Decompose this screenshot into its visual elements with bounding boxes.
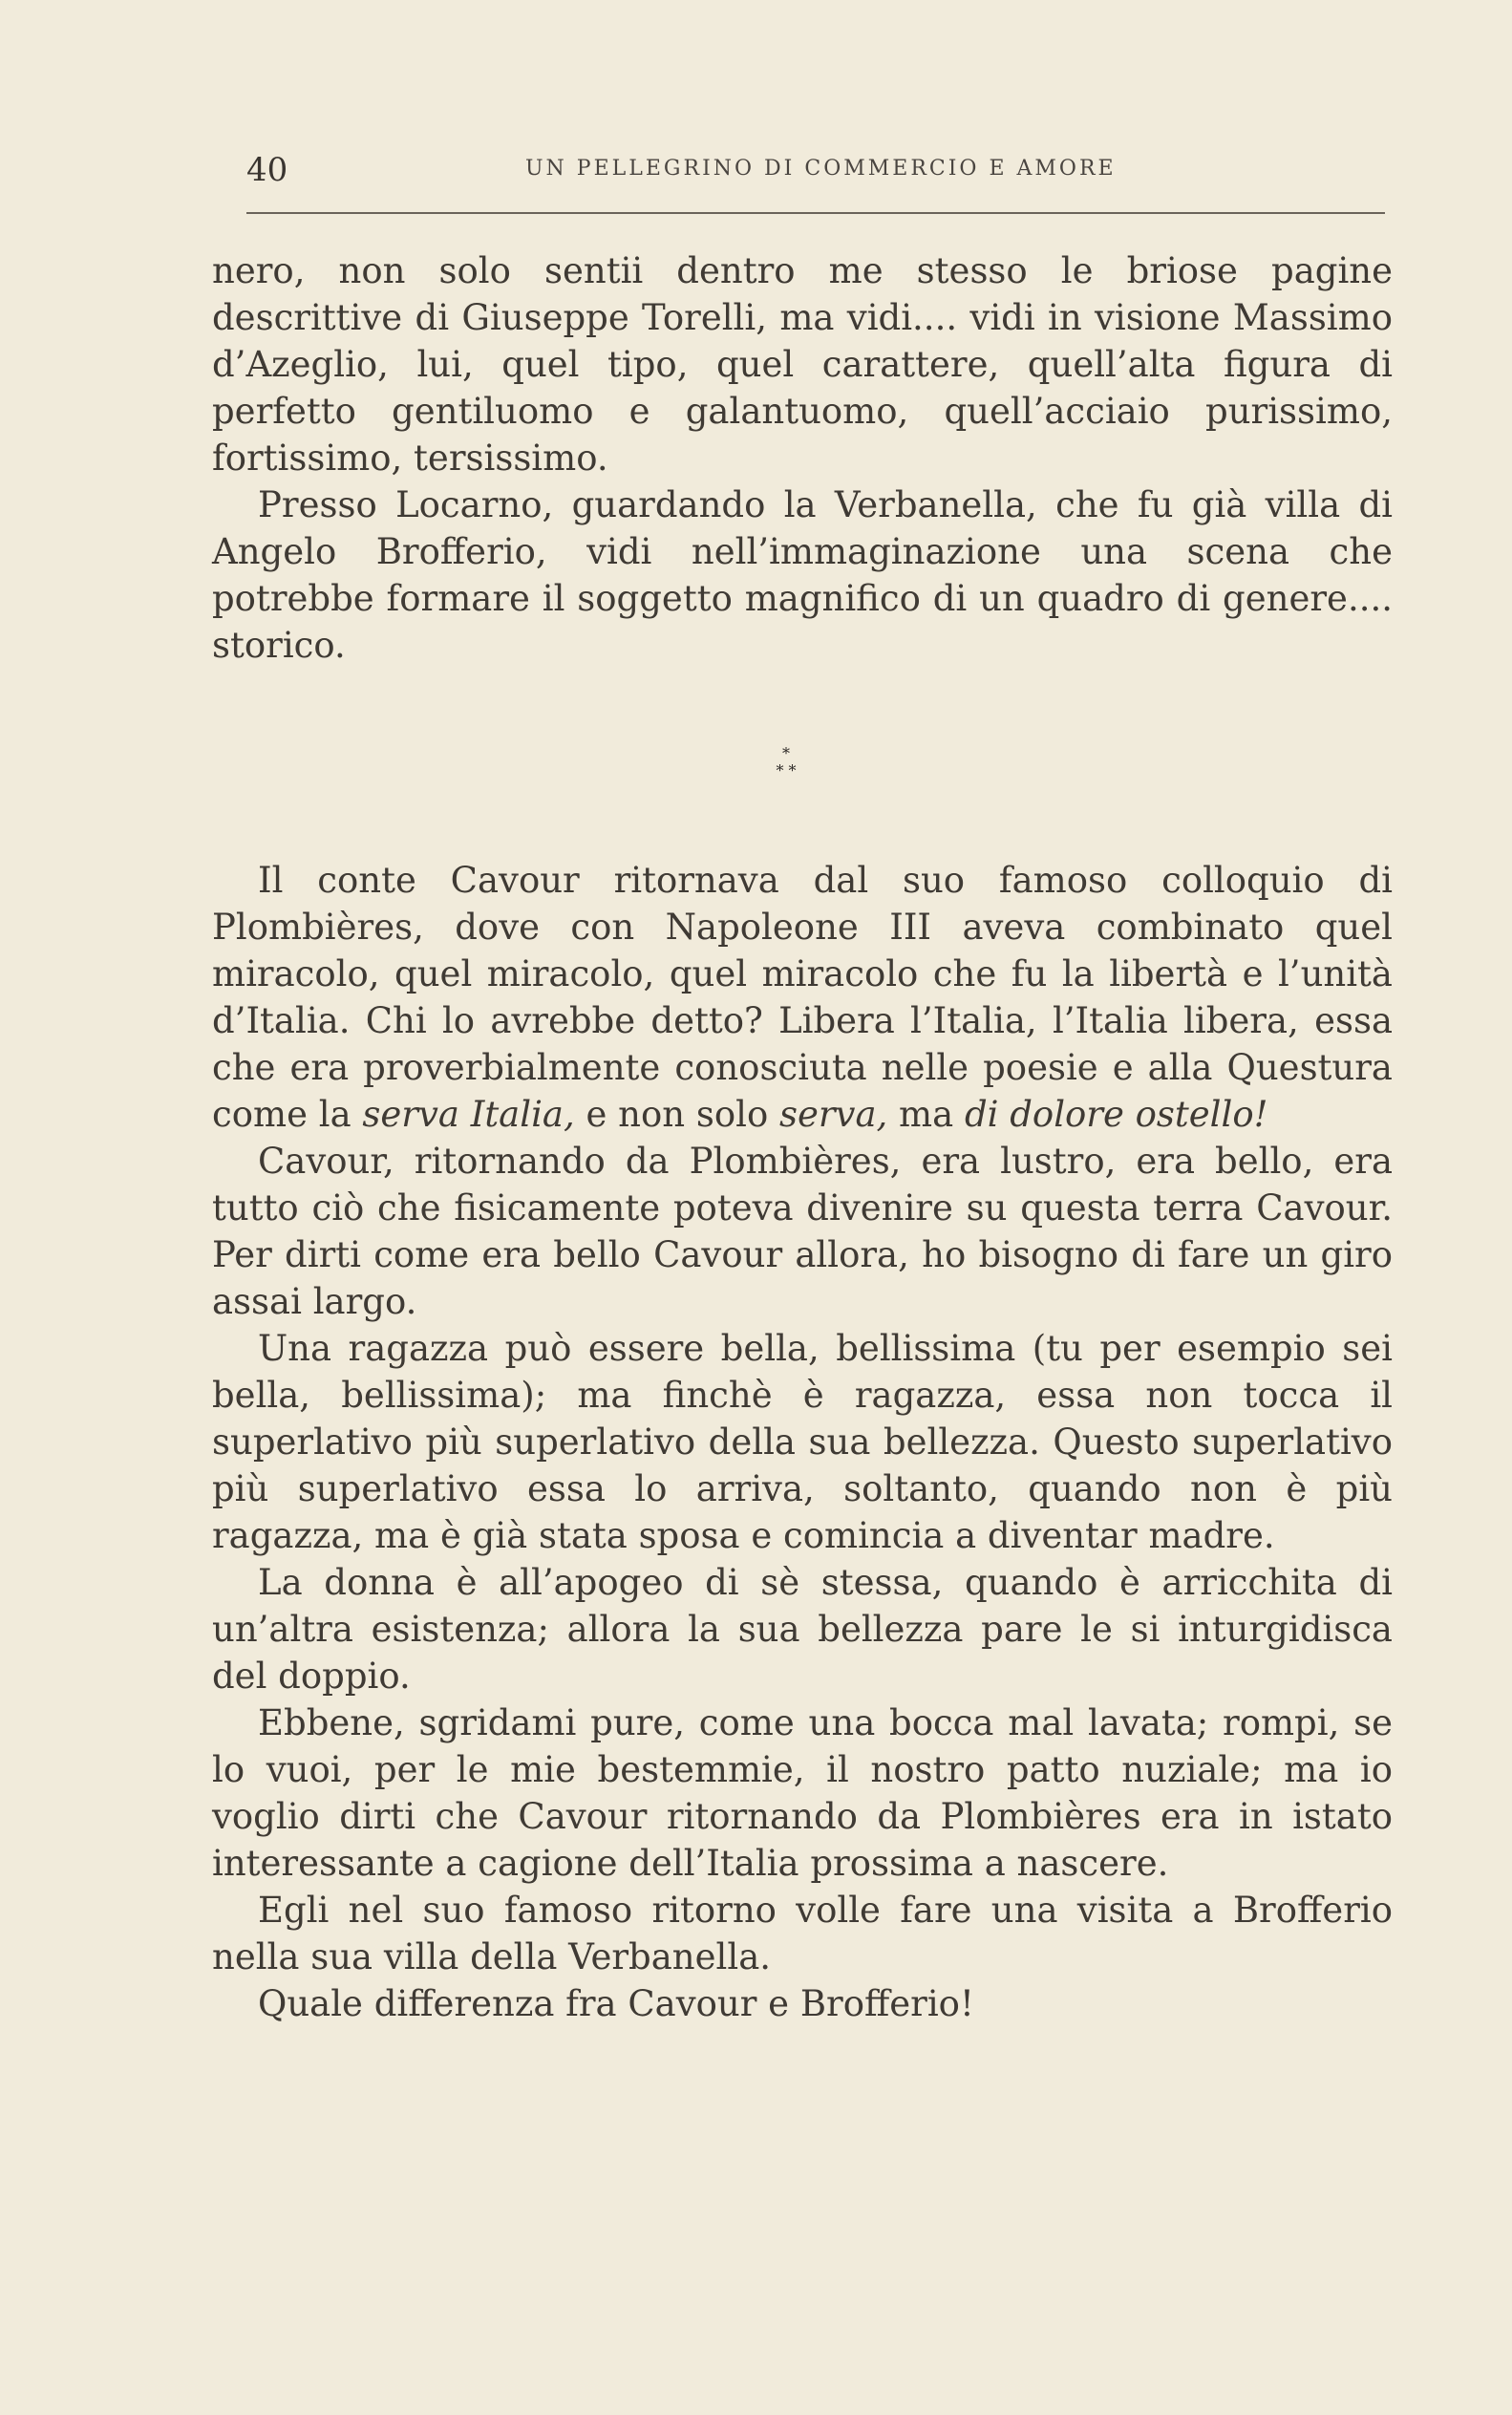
text-block-top (212, 247, 1393, 669)
paragraph: Presso Locarno, guardando la Verbanella, che fu già villa di Angelo Brofferio, vidi nell’immaginazione una scena che potrebbe formare il soggetto magnifico di un quadro di genere.... storico. (212, 484, 1393, 666)
section-asterism (757, 745, 815, 795)
italic-text: serva, (778, 1094, 888, 1135)
page-number: 40 (246, 151, 288, 189)
paragraph-text: e non solo (574, 1094, 779, 1135)
paragraph: Una ragazza può essere bella, bellissima (tu per esempio sei bella, bellissima); ma finchè è ragazza, essa non tocca il superlativo più superlativo della sua bellezza. Questo superlativo più superlativo essa lo arriva, soltanto, quando non è più ragazza, ma è già stata sposa e comincia a diventar madre. (212, 1328, 1393, 1556)
paragraph: Egli nel suo famoso ritorno volle fare una visita a Brofferio nella sua villa della Verbanella. (212, 1890, 1393, 1977)
paragraph: Quale differenza fra Cavour e Brofferio! (258, 1983, 974, 2024)
paragraph-text: ma (887, 1094, 965, 1135)
running-title: UN PELLEGRINO DI COMMERCIO E AMORE (525, 157, 1117, 181)
text-block-bottom (212, 857, 1393, 2027)
asterism-bottom-stars: * * (776, 761, 797, 780)
italic-text: serva Italia, (362, 1094, 575, 1135)
paragraph (212, 857, 1393, 1138)
italic-text: di dolore ostello! (964, 1094, 1268, 1135)
asterism-top-star: * (782, 744, 790, 762)
paragraph: nero, non solo sentii dentro me stesso le briose pagine descrittive di Giuseppe Torelli, ma vidi.... vidi in visione Massimo d’Azeglio, lui, quel tipo, quel carattere, quell’alta figura di perfetto gentiluomo e galantuomo, quell’acciaio purissimo, fortissimo, tersissimo. (212, 250, 1393, 479)
header-rule (246, 212, 1385, 214)
paragraph: La donna è all’apogeo di sè stessa, quando è arricchita di un’altra esistenza; allora la sua bellezza pare le si inturgidisca del doppio. (212, 1562, 1393, 1697)
page-header (246, 143, 1385, 191)
paragraph: Cavour, ritornando da Plombières, era lustro, era bello, era tutto ciò che fisicamente poteva divenire su questa terra Cavour. Per dirti come era bello Cavour allora, ho bisogno di fare un giro assai largo. (212, 1141, 1393, 1322)
paragraph: Ebbene, sgridami pure, come una bocca mal lavata; rompi, se lo vuoi, per le mie bestemmie, il nostro patto nuziale; ma io voglio dirti che Cavour ritornando da Plombières era in istato interessante a cagione dell’Italia prossima a nascere. (212, 1702, 1393, 1884)
paragraph-text: Il conte Cavour ritornava dal suo famoso colloquio di Plombières, dove con Napoleone III aveva combinato quel miracolo, quel miracolo, quel miracolo che fu la libertà e l’unità d’Italia. Chi lo avrebbe detto? Libera l’Italia, l’Italia libera, essa che era proverbialmente conosciuta nelle poesie e alla Questura come la (212, 860, 1393, 1135)
